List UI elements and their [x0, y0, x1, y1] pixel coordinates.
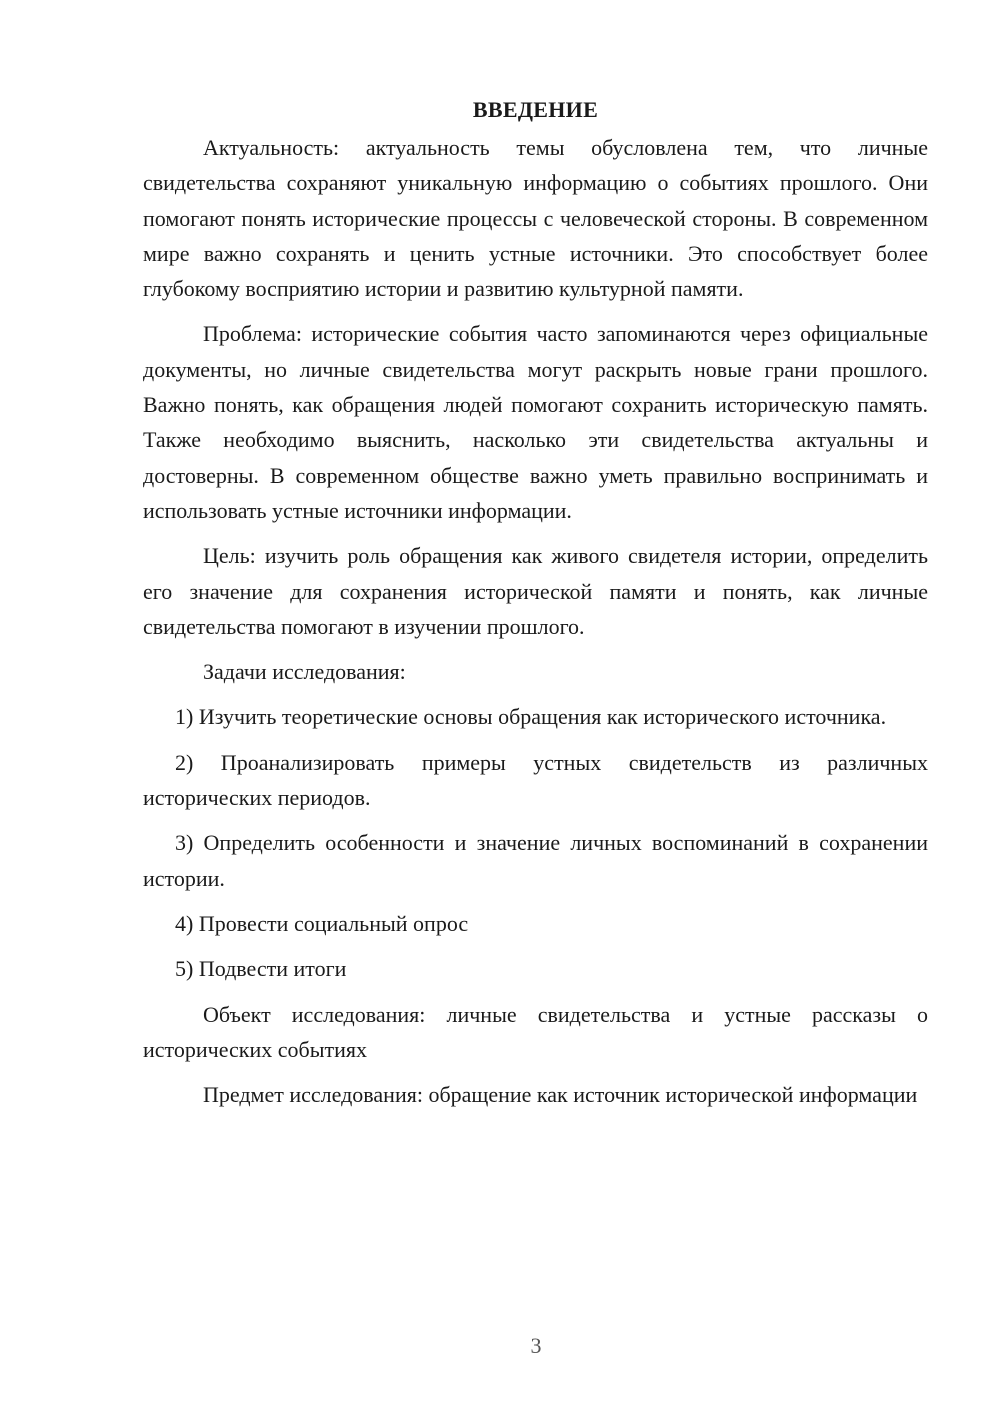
task-item: 1) Изучить теоретические основы обращения как исторического источника.: [175, 704, 887, 730]
section-heading: ВВЕДЕНИЕ: [472, 97, 599, 122]
document-page: [143, 92, 928, 1122]
object-paragraph: Объект исследования: личные свидетельства и устные рассказы о исторических событиях: [143, 1001, 928, 1062]
page-number: 3: [530, 1333, 542, 1358]
task-item: 2) Проанализировать примеры устных свидетельств из различных исторических периодов.: [143, 749, 928, 811]
task-item: 3) Определить особенности и значение личных воспоминаний в сохранении истории.: [143, 830, 928, 891]
goal-paragraph: Цель: изучить роль обращения как живого свидетеля истории, определить его значение для сохранения исторической памяти и понять, как личные свидетельства помогают в изучении прошлого.: [143, 543, 928, 639]
task-item: 5) Подвести итоги: [175, 956, 347, 982]
task-item: 4) Провести социальный опрос: [175, 910, 469, 936]
tasks-heading: Задачи исследования:: [203, 659, 406, 685]
problem-paragraph: Проблема: исторические события часто запоминаются через официальные документы, но личные свидетельства могут раскрыть новые грани прошлого. Важно понять, как обращения людей помогают сохранить историческую память. Также необходимо выяснить, насколько эти свидетельства актуальны и достоверны. В современном обществе важно уметь правильно воспринимать и использовать устные источники информации.: [143, 321, 928, 523]
subject-paragraph: Предмет исследования: обращение как источник исторической информации: [203, 1082, 918, 1108]
relevance-paragraph: Актуальность: актуальность темы обусловлена тем, что личные свидетельства сохраняют уникальную информацию о событиях прошлого. Они помогают понять исторические процессы с человеческой стороны. В современном мире важно сохранять и ценить устные источники. Это способствует более глубокому восприятию истории и развитию культурной памяти.: [143, 135, 928, 302]
